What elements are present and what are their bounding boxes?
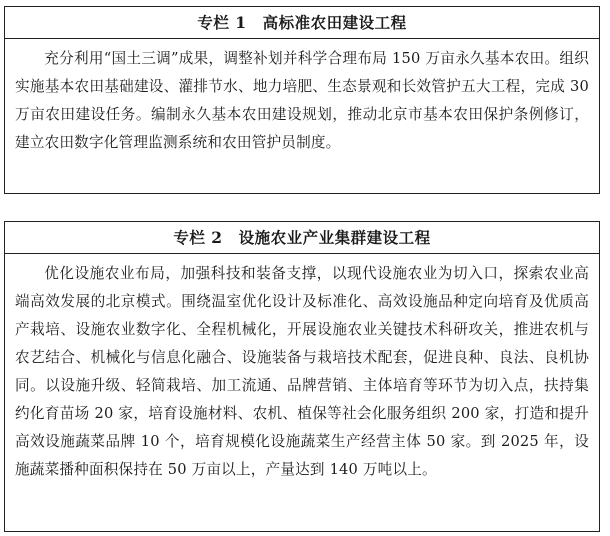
column-2-label: 专栏 2 [173,228,223,247]
column-2-body [5,254,599,490]
column-1-label: 专栏 1 [197,13,247,32]
column-1-title: 高标准农田建设工程 [262,13,407,32]
column-1-header [5,7,599,39]
column-1-body [5,39,599,163]
column-2-paragraph: 优化设施农业布局，加强科技和装备支撑，以现代设施农业为切入口，探索农业高端高效发展的北京模式。围绕温室优化设计及标准化、高效设施品种定向培育及优质高产栽培、设施农业数字化、全程机械化，开展设施农业关键技术科研攻关，推进农机与农艺结合、机械化与信息化融合、设施装备与栽培技术配套，促进良种、良法、良机协同。以设施升级、轻简栽培、加工流通、品牌营销、主体培育等环节为切入点，扶持集约化育苗场 20 家，培育设施材料、农机、植保等社会化服务组织 200 家，打造和提升高效设施蔬菜品牌 10 个，培育规模化设施蔬菜生产经营主体 50 家。到 2025 年，设施蔬菜播种面积保持在 50 万亩以上，产量达到 140 万吨以上。 [15,265,589,478]
column-1-paragraph: 充分利用“国土三调”成果，调整补划并科学合理布局 150 万亩永久基本农田。组织实施基本农田基础建设、灌排节水、地力培肥、生态景观和长效管护五大工程，完成 30 万亩农田建设任务。编制永久基本农田建设规划，推动北京市基本农田保护条例修订，建立农田数字化管理监测系统和农田管护员制度。 [15,50,589,151]
column-box-2 [4,221,600,532]
column-2-title: 设施农业产业集群建设工程 [238,228,431,247]
column-box-1 [4,6,600,194]
column-2-header [5,222,599,254]
